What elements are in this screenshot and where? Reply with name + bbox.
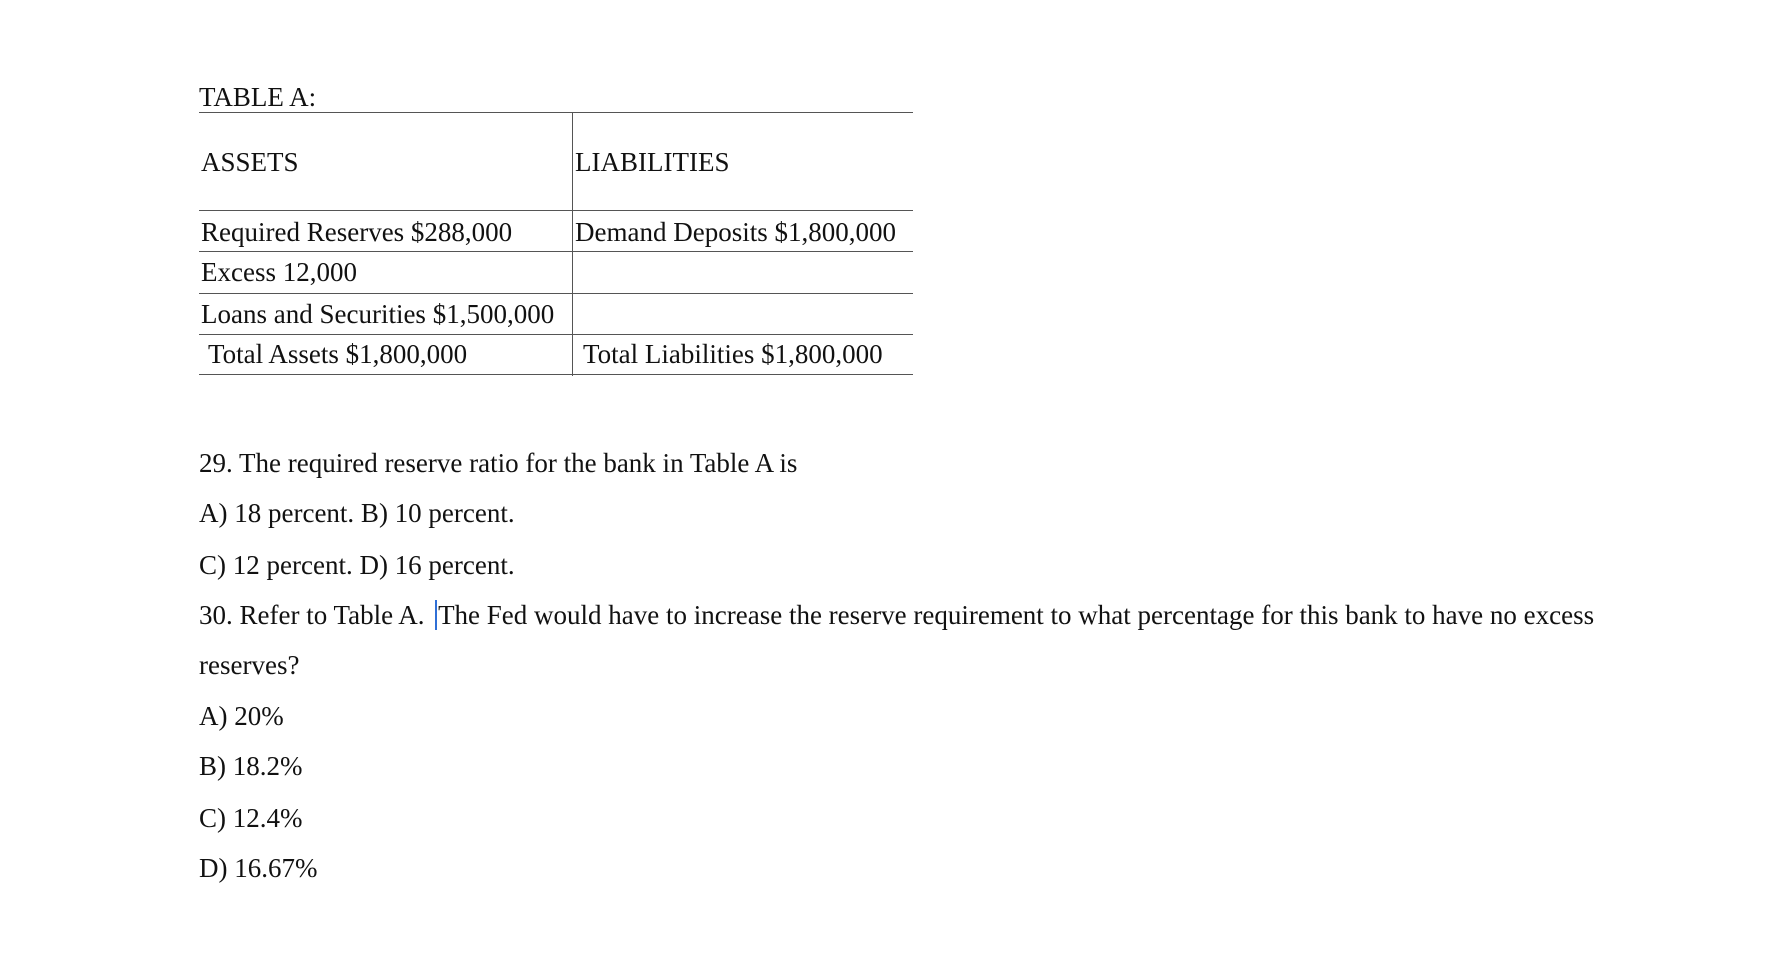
question-29-options-line2: C) 12 percent. D) 16 percent. xyxy=(199,550,515,580)
asset-cell: Loans and Securities $1,500,000 xyxy=(201,299,555,329)
liability-cell: Total Liabilities $1,800,000 xyxy=(583,339,883,369)
table-rule-top xyxy=(199,112,913,113)
asset-cell: Excess 12,000 xyxy=(201,257,357,287)
header-assets: ASSETS xyxy=(201,147,299,177)
liability-cell: Demand Deposits $1,800,000 xyxy=(575,217,896,247)
table-rule-bottom xyxy=(199,374,913,375)
question-29-options-line1: A) 18 percent. B) 10 percent. xyxy=(199,498,515,528)
asset-cell: Total Assets $1,800,000 xyxy=(208,339,468,369)
question-30-option-d: D) 16.67% xyxy=(199,853,318,883)
question-30-stem-line2: reserves? xyxy=(199,650,300,680)
table-title: TABLE A: xyxy=(199,82,317,112)
table-rule-row3 xyxy=(199,334,913,335)
question-30-option-b: B) 18.2% xyxy=(199,751,303,781)
asset-cell: Required Reserves $288,000 xyxy=(201,217,513,247)
table-rule-row1 xyxy=(199,251,913,252)
table-rule-header xyxy=(199,210,913,211)
table-column-divider xyxy=(572,112,573,376)
question-30-option-c: C) 12.4% xyxy=(199,803,303,833)
question-30-stem-rest: The Fed would have to increase the reserve requirement to what percentage for this bank to have no excess xyxy=(438,600,1595,630)
text-cursor xyxy=(435,600,438,630)
header-liabilities: LIABILITIES xyxy=(575,147,730,177)
balance-sheet-table xyxy=(199,112,913,376)
question-30-option-a: A) 20% xyxy=(199,701,284,731)
question-29-stem: 29. The required reserve ratio for the bank in Table A is xyxy=(199,448,798,478)
question-30-stem-prefix: 30. Refer to Table A. xyxy=(199,600,425,630)
table-rule-row2 xyxy=(199,293,913,294)
question-30-stem[interactable] xyxy=(199,598,1594,632)
